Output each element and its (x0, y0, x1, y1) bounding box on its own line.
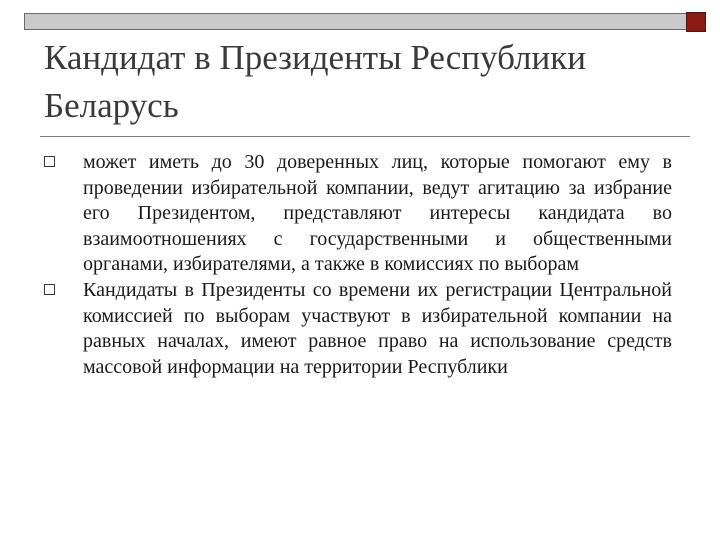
decorative-accent-square (686, 12, 706, 32)
bullet-list (44, 150, 672, 380)
bullet-item-equal-rights (44, 278, 672, 380)
slide-title: Кандидат в Президенты Республики Беларусь (44, 38, 586, 125)
hollow-square-bullet-icon (44, 156, 55, 167)
decorative-top-bar (24, 13, 687, 30)
title-divider (40, 136, 690, 137)
bullet-text: может иметь до 30 доверенных лиц, которые помогают ему в проведении избирательной компании, ведут агитацию за избрание его Президентом, представляют интересы кандидата во взаимоотношениях с государственными и общественными органами, избирателями, а также в комиссиях по выборам (83, 151, 672, 276)
hollow-square-bullet-icon (44, 284, 55, 295)
bullet-item-agents (44, 150, 672, 278)
bullet-text: Кандидаты в Президенты со времени их регистрации Центральной комиссией по выборам участвуют в избирательной компании на равных началах, имеют равное право на использование средств массовой информации на территории Республики (83, 278, 672, 378)
